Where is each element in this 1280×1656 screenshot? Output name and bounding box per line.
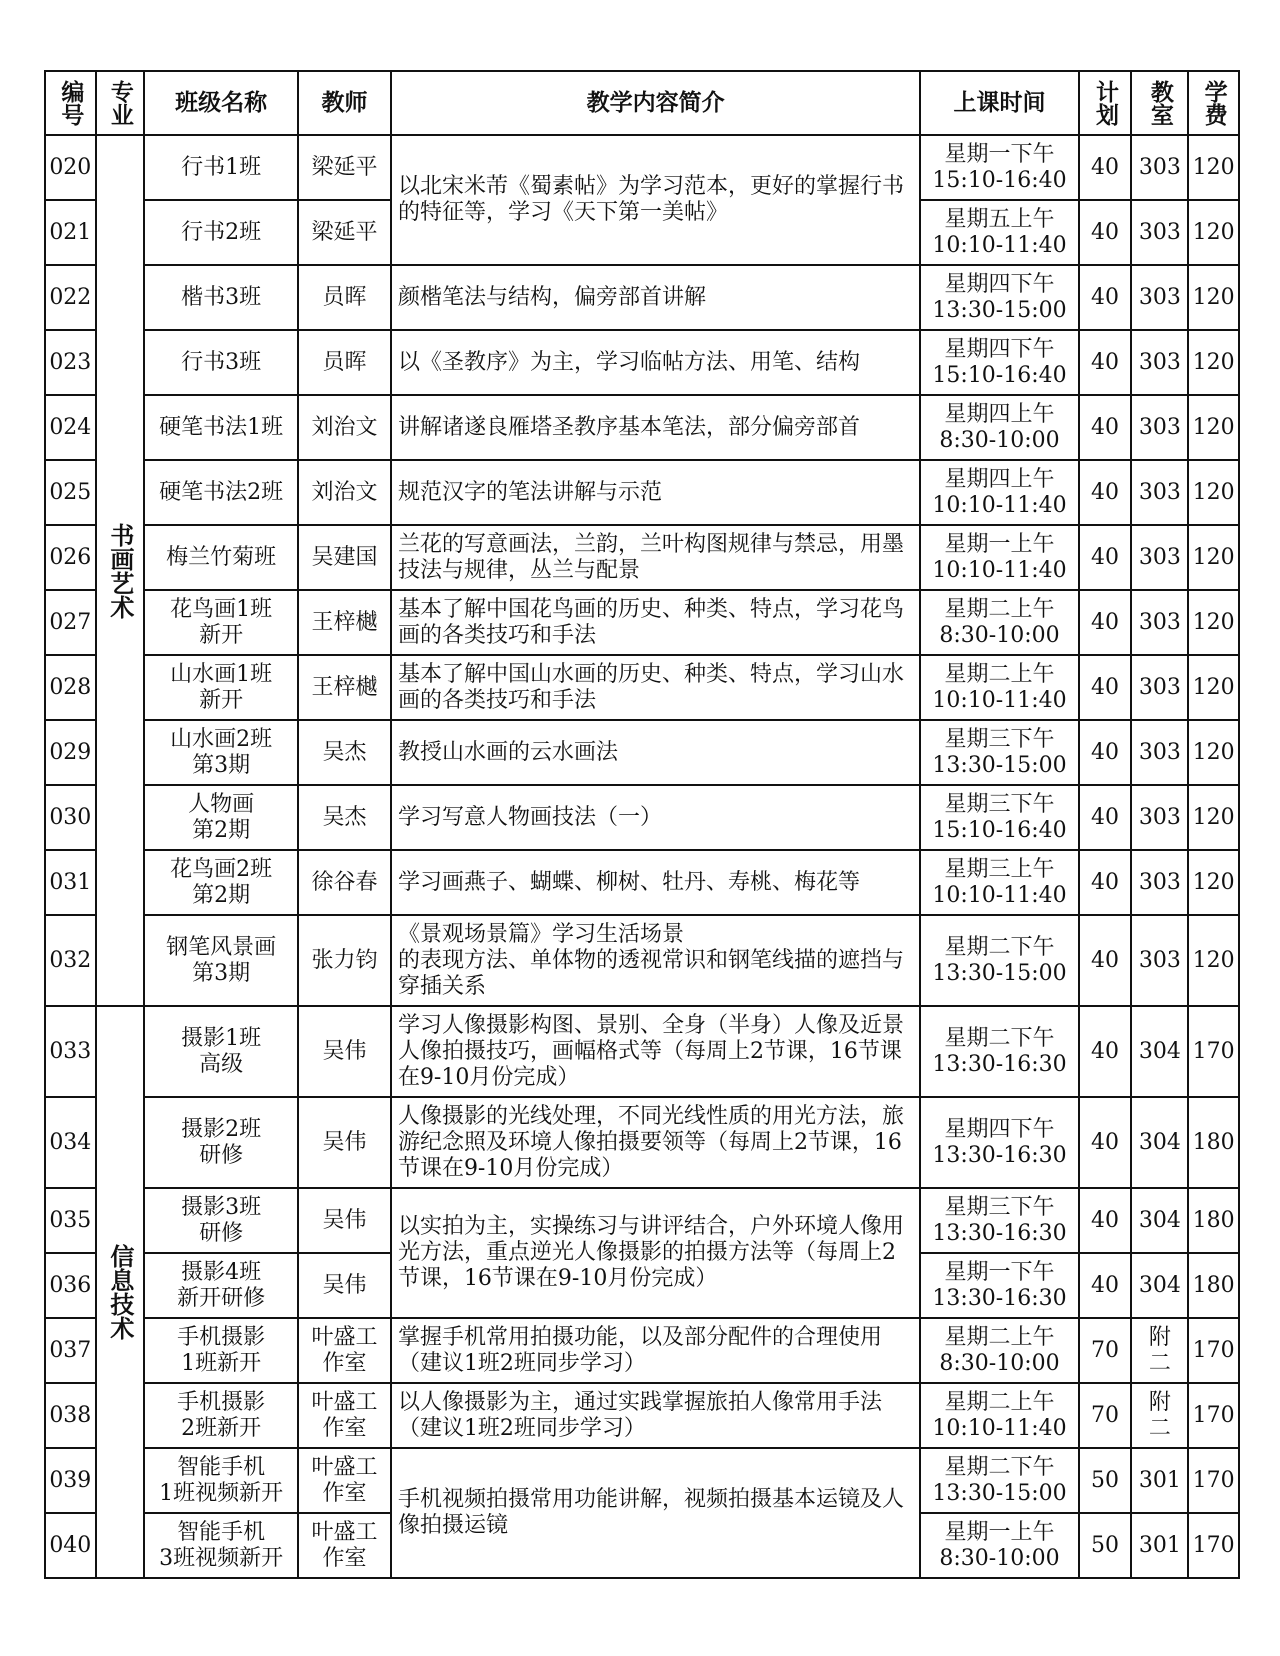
major-it: 信息技术 bbox=[96, 1006, 145, 1578]
cell-fee: 120 bbox=[1188, 460, 1239, 525]
cell-id: 036 bbox=[45, 1253, 96, 1318]
header-row bbox=[45, 71, 1239, 135]
cell-content: 兰花的写意画法，兰韵，兰叶构图规律与禁忌，用墨技法与规律，丛兰与配景 bbox=[391, 525, 920, 590]
cell-class-name: 摄影1班 高级 bbox=[144, 1006, 298, 1097]
cell-plan: 40 bbox=[1079, 1188, 1132, 1253]
table-row bbox=[45, 1097, 1239, 1188]
table-row bbox=[45, 655, 1239, 720]
cell-id: 032 bbox=[45, 915, 96, 1006]
table-row bbox=[45, 1188, 1239, 1253]
cell-content: 学习写意人物画技法（一） bbox=[391, 785, 920, 850]
cell-plan: 50 bbox=[1079, 1513, 1132, 1578]
cell-teacher: 吴杰 bbox=[298, 720, 391, 785]
table-row bbox=[45, 265, 1239, 330]
cell-time: 星期二上午 8:30-10:00 bbox=[920, 1318, 1078, 1383]
cell-teacher: 叶盛工 作室 bbox=[298, 1383, 391, 1448]
cell-time: 星期二下午 13:30-15:00 bbox=[920, 1448, 1078, 1513]
cell-room: 303 bbox=[1131, 720, 1188, 785]
cell-fee: 120 bbox=[1188, 590, 1239, 655]
cell-teacher: 徐谷春 bbox=[298, 850, 391, 915]
cell-room: 303 bbox=[1131, 395, 1188, 460]
table-row bbox=[45, 590, 1239, 655]
cell-content: 规范汉字的笔法讲解与示范 bbox=[391, 460, 920, 525]
cell-class-name: 摄影4班 新开研修 bbox=[144, 1253, 298, 1318]
cell-fee: 120 bbox=[1188, 330, 1239, 395]
cell-plan: 40 bbox=[1079, 850, 1132, 915]
header-major: 专业 bbox=[96, 71, 145, 135]
table-row bbox=[45, 1383, 1239, 1448]
cell-plan: 40 bbox=[1079, 135, 1132, 200]
cell-time: 星期二下午 13:30-16:30 bbox=[920, 1006, 1078, 1097]
cell-plan: 70 bbox=[1079, 1318, 1132, 1383]
cell-fee: 120 bbox=[1188, 720, 1239, 785]
cell-content: 学习画燕子、蝴蝶、柳树、牡丹、寿桃、梅花等 bbox=[391, 850, 920, 915]
cell-plan: 40 bbox=[1079, 1253, 1132, 1318]
cell-time: 星期五上午 10:10-11:40 bbox=[920, 200, 1078, 265]
cell-plan: 40 bbox=[1079, 1006, 1132, 1097]
cell-class-name: 摄影3班 研修 bbox=[144, 1188, 298, 1253]
cell-fee: 120 bbox=[1188, 395, 1239, 460]
cell-time: 星期二上午 10:10-11:40 bbox=[920, 655, 1078, 720]
cell-id: 025 bbox=[45, 460, 96, 525]
cell-content: 基本了解中国花鸟画的历史、种类、特点，学习花鸟画的各类技巧和手法 bbox=[391, 590, 920, 655]
cell-time: 星期四下午 13:30-16:30 bbox=[920, 1097, 1078, 1188]
cell-fee: 170 bbox=[1188, 1318, 1239, 1383]
cell-plan: 40 bbox=[1079, 460, 1132, 525]
cell-room: 303 bbox=[1131, 460, 1188, 525]
cell-room: 301 bbox=[1131, 1448, 1188, 1513]
cell-id: 040 bbox=[45, 1513, 96, 1578]
cell-plan: 40 bbox=[1079, 785, 1132, 850]
cell-fee: 120 bbox=[1188, 785, 1239, 850]
cell-time: 星期一上午 8:30-10:00 bbox=[920, 1513, 1078, 1578]
cell-teacher: 吴伟 bbox=[298, 1253, 391, 1318]
cell-room: 303 bbox=[1131, 135, 1188, 200]
cell-room: 303 bbox=[1131, 200, 1188, 265]
cell-time: 星期三上午 10:10-11:40 bbox=[920, 850, 1078, 915]
cell-plan: 40 bbox=[1079, 265, 1132, 330]
cell-room: 303 bbox=[1131, 915, 1188, 1006]
cell-content: 以人像摄影为主，通过实践掌握旅拍人像常用手法（建议1班2班同步学习） bbox=[391, 1383, 920, 1448]
cell-time: 星期二下午 13:30-15:00 bbox=[920, 915, 1078, 1006]
cell-teacher: 吴建国 bbox=[298, 525, 391, 590]
cell-fee: 170 bbox=[1188, 1383, 1239, 1448]
cell-fee: 120 bbox=[1188, 655, 1239, 720]
cell-id: 021 bbox=[45, 200, 96, 265]
cell-plan: 40 bbox=[1079, 655, 1132, 720]
cell-content: 以《圣教序》为主，学习临帖方法、用笔、结构 bbox=[391, 330, 920, 395]
cell-fee: 180 bbox=[1188, 1253, 1239, 1318]
cell-time: 星期三下午 13:30-16:30 bbox=[920, 1188, 1078, 1253]
cell-room: 304 bbox=[1131, 1253, 1188, 1318]
cell-id: 026 bbox=[45, 525, 96, 590]
cell-content: 颜楷笔法与结构，偏旁部首讲解 bbox=[391, 265, 920, 330]
cell-fee: 120 bbox=[1188, 265, 1239, 330]
cell-time: 星期四下午 13:30-15:00 bbox=[920, 265, 1078, 330]
table-row bbox=[45, 460, 1239, 525]
cell-teacher: 叶盛工 作室 bbox=[298, 1448, 391, 1513]
cell-id: 029 bbox=[45, 720, 96, 785]
cell-time: 星期四下午 15:10-16:40 bbox=[920, 330, 1078, 395]
header-content: 教学内容简介 bbox=[391, 71, 920, 135]
cell-content: 基本了解中国山水画的历史、种类、特点，学习山水画的各类技巧和手法 bbox=[391, 655, 920, 720]
header-room: 教室 bbox=[1131, 71, 1188, 135]
cell-plan: 40 bbox=[1079, 1097, 1132, 1188]
cell-teacher: 梁延平 bbox=[298, 200, 391, 265]
cell-teacher: 张力钧 bbox=[298, 915, 391, 1006]
cell-fee: 170 bbox=[1188, 1448, 1239, 1513]
cell-id: 035 bbox=[45, 1188, 96, 1253]
cell-teacher: 王梓樾 bbox=[298, 655, 391, 720]
course-schedule bbox=[44, 70, 1240, 1579]
major-art: 书画艺术 bbox=[96, 135, 145, 1006]
cell-class-name: 山水画2班 第3期 bbox=[144, 720, 298, 785]
cell-plan: 40 bbox=[1079, 590, 1132, 655]
cell-teacher: 王梓樾 bbox=[298, 590, 391, 655]
header-teacher: 教师 bbox=[298, 71, 391, 135]
cell-content: 学习人像摄影构图、景别、全身（半身）人像及近景人像拍摄技巧，画幅格式等（每周上2节课，16节课在9-10月份完成） bbox=[391, 1006, 920, 1097]
cell-teacher: 叶盛工 作室 bbox=[298, 1318, 391, 1383]
cell-class-name: 花鸟画2班 第2期 bbox=[144, 850, 298, 915]
cell-fee: 170 bbox=[1188, 1006, 1239, 1097]
cell-room: 303 bbox=[1131, 655, 1188, 720]
cell-fee: 170 bbox=[1188, 1513, 1239, 1578]
cell-room: 301 bbox=[1131, 1513, 1188, 1578]
cell-content: 以实拍为主，实操练习与讲评结合，户外环境人像用光方法，重点逆光人像摄影的拍摄方法等（每周上2节课，16节课在9-10月份完成） bbox=[391, 1188, 920, 1318]
cell-time: 星期一下午 15:10-16:40 bbox=[920, 135, 1078, 200]
cell-room: 303 bbox=[1131, 265, 1188, 330]
cell-id: 037 bbox=[45, 1318, 96, 1383]
header-id: 编号 bbox=[45, 71, 96, 135]
table-row bbox=[45, 330, 1239, 395]
cell-class-name: 手机摄影 1班新开 bbox=[144, 1318, 298, 1383]
cell-content: 《景观场景篇》学习生活场景 的表现方法、单体物的透视常识和钢笔线描的遮挡与穿插关系 bbox=[391, 915, 920, 1006]
cell-fee: 120 bbox=[1188, 915, 1239, 1006]
cell-room: 附 二 bbox=[1131, 1383, 1188, 1448]
cell-plan: 40 bbox=[1079, 525, 1132, 590]
cell-time: 星期一下午 13:30-16:30 bbox=[920, 1253, 1078, 1318]
cell-id: 028 bbox=[45, 655, 96, 720]
cell-fee: 120 bbox=[1188, 200, 1239, 265]
cell-time: 星期二上午 10:10-11:40 bbox=[920, 1383, 1078, 1448]
cell-fee: 120 bbox=[1188, 525, 1239, 590]
table-row bbox=[45, 525, 1239, 590]
cell-class-name: 楷书3班 bbox=[144, 265, 298, 330]
cell-room: 304 bbox=[1131, 1097, 1188, 1188]
cell-content: 掌握手机常用拍摄功能，以及部分配件的合理使用（建议1班2班同步学习） bbox=[391, 1318, 920, 1383]
cell-plan: 40 bbox=[1079, 395, 1132, 460]
cell-time: 星期三下午 15:10-16:40 bbox=[920, 785, 1078, 850]
header-plan: 计划 bbox=[1079, 71, 1132, 135]
cell-id: 031 bbox=[45, 850, 96, 915]
cell-class-name: 人物画 第2期 bbox=[144, 785, 298, 850]
cell-class-name: 梅兰竹菊班 bbox=[144, 525, 298, 590]
cell-room: 303 bbox=[1131, 525, 1188, 590]
cell-id: 023 bbox=[45, 330, 96, 395]
cell-class-name: 手机摄影 2班新开 bbox=[144, 1383, 298, 1448]
cell-teacher: 吴伟 bbox=[298, 1006, 391, 1097]
cell-class-name: 硬笔书法1班 bbox=[144, 395, 298, 460]
cell-time: 星期四上午 10:10-11:40 bbox=[920, 460, 1078, 525]
cell-plan: 40 bbox=[1079, 720, 1132, 785]
cell-id: 034 bbox=[45, 1097, 96, 1188]
cell-time: 星期四上午 8:30-10:00 bbox=[920, 395, 1078, 460]
cell-content: 讲解诸遂良雁塔圣教序基本笔法，部分偏旁部首 bbox=[391, 395, 920, 460]
table-row bbox=[45, 1448, 1239, 1513]
cell-room: 附 二 bbox=[1131, 1318, 1188, 1383]
cell-room: 303 bbox=[1131, 590, 1188, 655]
cell-plan: 40 bbox=[1079, 200, 1132, 265]
cell-id: 020 bbox=[45, 135, 96, 200]
table-row bbox=[45, 785, 1239, 850]
cell-id: 038 bbox=[45, 1383, 96, 1448]
cell-class-name: 行书3班 bbox=[144, 330, 298, 395]
cell-room: 304 bbox=[1131, 1188, 1188, 1253]
cell-fee: 180 bbox=[1188, 1188, 1239, 1253]
cell-time: 星期三下午 13:30-15:00 bbox=[920, 720, 1078, 785]
cell-class-name: 摄影2班 研修 bbox=[144, 1097, 298, 1188]
table-row bbox=[45, 395, 1239, 460]
cell-id: 027 bbox=[45, 590, 96, 655]
table-row bbox=[45, 1006, 1239, 1097]
cell-teacher: 吴杰 bbox=[298, 785, 391, 850]
cell-id: 033 bbox=[45, 1006, 96, 1097]
cell-teacher: 刘治文 bbox=[298, 460, 391, 525]
cell-fee: 120 bbox=[1188, 850, 1239, 915]
cell-class-name: 智能手机 3班视频新开 bbox=[144, 1513, 298, 1578]
cell-content: 人像摄影的光线处理，不同光线性质的用光方法，旅游纪念照及环境人像拍摄要领等（每周上2节课，16节课在9-10月份完成） bbox=[391, 1097, 920, 1188]
cell-id: 030 bbox=[45, 785, 96, 850]
cell-teacher: 员晖 bbox=[298, 265, 391, 330]
cell-class-name: 行书1班 bbox=[144, 135, 298, 200]
cell-fee: 180 bbox=[1188, 1097, 1239, 1188]
cell-content: 教授山水画的云水画法 bbox=[391, 720, 920, 785]
cell-fee: 120 bbox=[1188, 135, 1239, 200]
cell-teacher: 刘治文 bbox=[298, 395, 391, 460]
table-row bbox=[45, 720, 1239, 785]
table-row bbox=[45, 135, 1239, 200]
table-row bbox=[45, 850, 1239, 915]
cell-class-name: 山水画1班 新开 bbox=[144, 655, 298, 720]
cell-teacher: 叶盛工 作室 bbox=[298, 1513, 391, 1578]
cell-class-name: 智能手机 1班视频新开 bbox=[144, 1448, 298, 1513]
cell-room: 303 bbox=[1131, 785, 1188, 850]
cell-room: 303 bbox=[1131, 330, 1188, 395]
cell-teacher: 吴伟 bbox=[298, 1097, 391, 1188]
cell-teacher: 吴伟 bbox=[298, 1188, 391, 1253]
cell-plan: 50 bbox=[1079, 1448, 1132, 1513]
cell-class-name: 钢笔风景画 第3期 bbox=[144, 915, 298, 1006]
cell-time: 星期一上午 10:10-11:40 bbox=[920, 525, 1078, 590]
table-row bbox=[45, 1318, 1239, 1383]
cell-id: 022 bbox=[45, 265, 96, 330]
course-table bbox=[44, 70, 1240, 1579]
header-class-name: 班级名称 bbox=[144, 71, 298, 135]
cell-class-name: 行书2班 bbox=[144, 200, 298, 265]
cell-room: 303 bbox=[1131, 850, 1188, 915]
header-fee: 学费 bbox=[1188, 71, 1239, 135]
cell-id: 024 bbox=[45, 395, 96, 460]
cell-id: 039 bbox=[45, 1448, 96, 1513]
cell-teacher: 员晖 bbox=[298, 330, 391, 395]
cell-content: 以北宋米芾《蜀素帖》为学习范本，更好的掌握行书的特征等，学习《天下第一美帖》 bbox=[391, 135, 920, 265]
cell-time: 星期二上午 8:30-10:00 bbox=[920, 590, 1078, 655]
cell-plan: 40 bbox=[1079, 915, 1132, 1006]
cell-teacher: 梁延平 bbox=[298, 135, 391, 200]
header-time: 上课时间 bbox=[920, 71, 1078, 135]
cell-content: 手机视频拍摄常用功能讲解，视频拍摄基本运镜及人像拍摄运镜 bbox=[391, 1448, 920, 1578]
cell-plan: 40 bbox=[1079, 330, 1132, 395]
cell-class-name: 硬笔书法2班 bbox=[144, 460, 298, 525]
cell-plan: 70 bbox=[1079, 1383, 1132, 1448]
table-row bbox=[45, 915, 1239, 1006]
cell-room: 304 bbox=[1131, 1006, 1188, 1097]
cell-class-name: 花鸟画1班 新开 bbox=[144, 590, 298, 655]
